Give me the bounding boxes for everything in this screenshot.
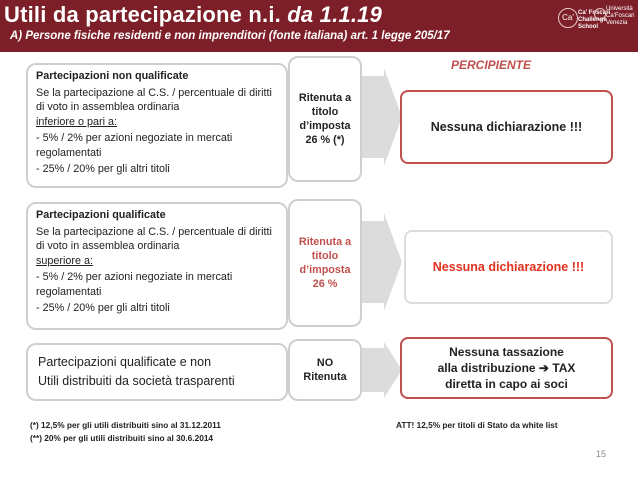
arrow-right-icon — [362, 342, 402, 398]
logo-right-line: Venezia — [606, 20, 628, 26]
challenge-school-logo-icon: Ca' — [558, 8, 578, 28]
logo-left-line: Challenge — [578, 17, 607, 23]
page-subtitle: A) Persone fisiche residenti e non imprenditori (fonte italiana) art. 1 legge 205/17 — [10, 30, 450, 42]
result-box-1 — [400, 90, 613, 164]
box-item: - 25% / 20% per gli altri titoli — [36, 163, 170, 175]
box-title: Partecipazioni non qualificate — [36, 70, 189, 82]
withholding-text: NO Ritenuta — [303, 357, 347, 383]
box-line: Se la partecipazione al C.S. / percentuale di diritti di voto in assemblea ordinaria — [36, 225, 272, 252]
box-line: Se la partecipazione al C.S. / percentuale di diritti di voto in assemblea ordinaria — [36, 86, 272, 113]
arrow-right-icon — [362, 213, 402, 311]
box-line: Utili distribuiti da società trasparenti — [38, 374, 235, 388]
non-qualified-box — [26, 63, 288, 188]
university-logo-text — [606, 6, 635, 27]
result-line: Nessuna tassazione — [449, 345, 564, 359]
box-text — [36, 225, 278, 269]
title-main: Utili da partecipazione n.i. — [4, 2, 281, 27]
result-box-3 — [400, 337, 613, 399]
result-box-2 — [404, 230, 613, 304]
page-number: 15 — [596, 449, 607, 459]
arrow-icon: ➔ — [538, 361, 549, 375]
percipiente-label: PERCIPIENTE — [451, 58, 532, 72]
logo-left-line: School — [578, 24, 599, 30]
page-title — [4, 2, 382, 28]
box-item: - 5% / 2% per azioni negoziate in mercati regolamentati — [36, 271, 233, 298]
transparent-companies-box — [26, 343, 288, 401]
result-line-part: TAX — [552, 361, 576, 375]
box-title: Partecipazioni qualificate — [36, 209, 166, 221]
result-line-part: alla distribuzione — [437, 361, 536, 375]
result-line — [438, 360, 576, 376]
qualified-box — [26, 202, 288, 330]
title-italic: da 1.1.19 — [287, 2, 383, 27]
result-line: diretta in capo ai soci — [445, 377, 568, 391]
footnote-2: (**) 20% per gli utili distribuiti sino al 30.6.2014 — [30, 433, 214, 443]
arrow-right-icon — [362, 68, 402, 166]
box-item: - 25% / 20% per gli altri titoli — [36, 302, 170, 314]
header-bar — [0, 0, 638, 52]
box-underlined: superiore a: — [36, 254, 94, 267]
result-text: Nessuna dichiarazione !!! — [430, 120, 583, 134]
box-line: Partecipazioni qualificate e non — [38, 355, 212, 369]
logo-right-line: Università — [606, 6, 633, 12]
logo-left-line: Ca' Foscari — [578, 10, 611, 16]
result-text: Nessuna dichiarazione !!! — [432, 260, 585, 274]
withholding-box-1 — [288, 56, 362, 182]
box-text — [36, 86, 278, 130]
withholding-box-3 — [288, 339, 362, 401]
box-item: - 5% / 2% per azioni negoziate in mercati regolamentati — [36, 132, 233, 159]
withholding-text: Ritenuta a titolo d’imposta 26 % — [298, 236, 352, 290]
box-underlined: inferiore o pari a: — [36, 115, 118, 128]
withholding-text: Ritenuta a titolo d’imposta 26 % (*) — [298, 92, 352, 146]
logo-right-line: Ca'Foscari — [606, 13, 635, 19]
footnote-1: (*) 12,5% per gli utili distribuiti sino al 31.12.2011 — [30, 420, 221, 430]
footnote-att: ATT! 12,5% per titoli di Stato da white list — [396, 420, 558, 430]
university-seal-icon — [594, 8, 606, 20]
withholding-box-2 — [288, 199, 362, 327]
